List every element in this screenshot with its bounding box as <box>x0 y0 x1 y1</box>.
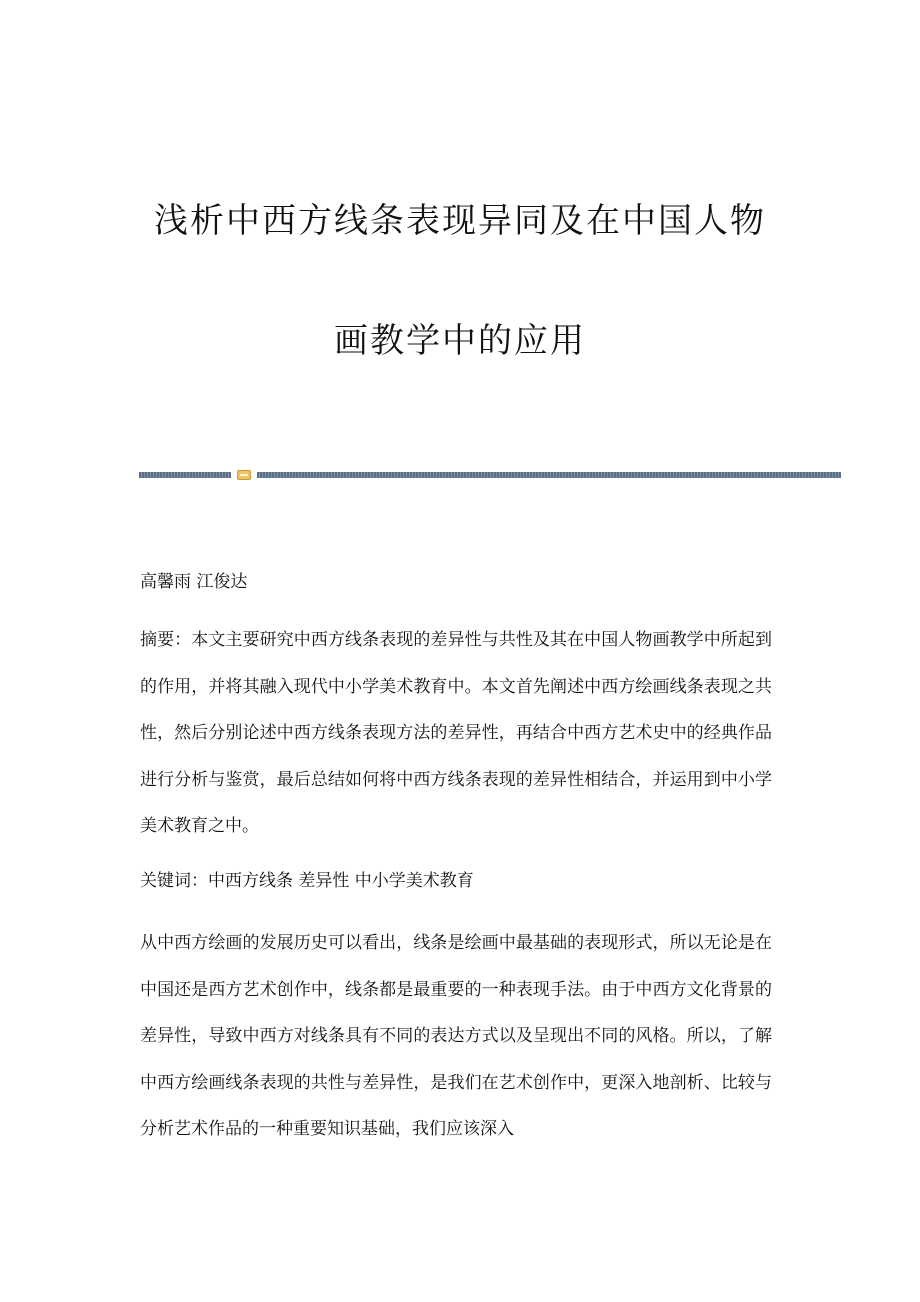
ornament-icon <box>237 470 251 480</box>
keywords: 关键词：中西方线条 差异性 中小学美术教育 <box>140 871 474 891</box>
body-paragraph: 从中西方绘画的发展历史可以看出，线条是绘画中最基础的表现形式，所以无论是在中国还是西方艺术创作中，线条都是最重要的一种表现手法。由于中西方文化背景的差异性，导致中西方对线条具有不同的表达方式以及呈现出不同的风格。所以，了解中西方绘画线条表现的共性与差异性，是我们在艺术创作中，更深入地剖析、比较与分析艺术作品的一种重要知识基础，我们应该深入 <box>140 933 772 1139</box>
title-line-1: 浅析中西方线条表现异同及在中国人物 <box>154 201 766 241</box>
authors: 高馨雨 江俊达 <box>140 572 248 592</box>
divider-bar-left <box>139 472 231 478</box>
abstract-paragraph: 摘要：本文主要研究中西方线条表现的差异性与共性及其在中国人物画教学中所起到的作用，并将其融入现代中小学美术教育中。本文首先阐述中西方绘画线条表现之共性，然后分别论述中西方线条表现方法的差异性，再结合中西方艺术史中的经典作品进行分析与鉴赏，最后总结如何将中西方线条表现的差异性相结合，并运用到中小学美术教育之中。 <box>140 630 772 836</box>
divider-bar-right <box>257 472 841 478</box>
title-line-2: 画教学中的应用 <box>334 321 586 361</box>
decorative-divider <box>139 471 841 479</box>
